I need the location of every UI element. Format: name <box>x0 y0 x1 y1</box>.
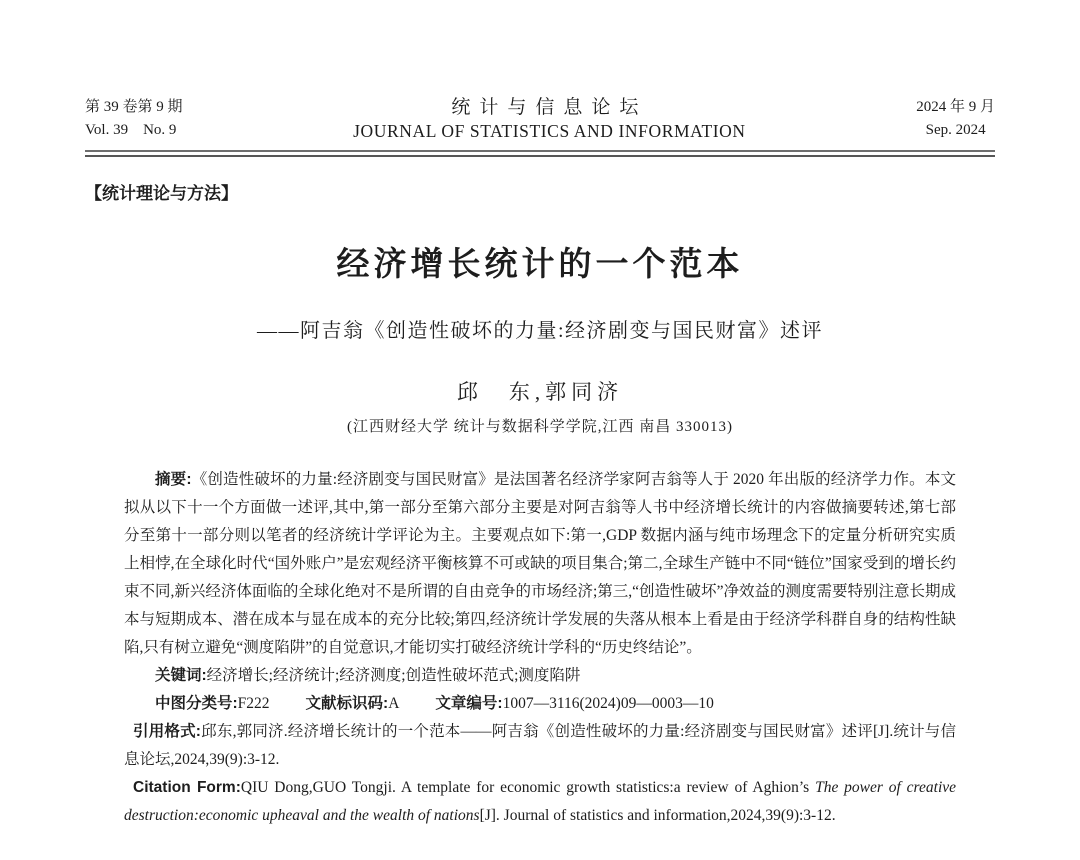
citation-en-label: Citation Form: <box>133 779 241 796</box>
citation-cn-paragraph <box>124 718 956 774</box>
citation-en-paragraph <box>124 774 956 830</box>
journal-header <box>85 96 995 143</box>
abstract-text: 《创造性破坏的力量:经济剧变与国民财富》是法国著名经济学家阿吉翁等人于 2020 年出版的经济学力作。本文拟从以下十一个方面做一述评,其中,第一部分至第六部分主要是对阿吉翁等人书中经济增长统计的内容做摘要转述,第七部分至第十一部分则以笔者的经济统计学评论为主。主要观点如下:第一,GDP 数据内涵与纯市场理念下的定量分析研究实质上相悖,在全球化时代“国外账户”是宏观经济平衡核算不可或缺的项目集合;第二,全球生产链中不同“链位”国家受到的增长约束不同,新兴经济体面临的全球化绝对不是所谓的自由竞争的市场经济;第三,“创造性破坏”净效益的测度需要特别注意长期成本与短期成本、潜在成本与显在成本的充分比较;第四,经济统计学发展的失落从根本上看是由于经济学科群自身的结构性缺陷,只有树立避免“测度陷阱”的自觉意识,才能切实打破经济统计学科的“历史终结论”。 <box>124 471 956 656</box>
article-authors: 邱 东,郭同济 <box>456 380 624 404</box>
citation-cn-text: 邱东,郭同济.经济增长统计的一个范本——阿吉翁《创造性破坏的力量:经济剧变与国民财富》述评[J].统计与信息论坛,2024,39(9):3-12. <box>124 723 956 768</box>
keywords-paragraph <box>124 662 956 690</box>
keywords-label: 关键词: <box>155 667 207 684</box>
doc-code-value: A <box>388 695 400 712</box>
header-volume-issue <box>85 96 183 142</box>
citation-cn-label: 引用格式: <box>133 723 201 740</box>
meta-paragraph <box>124 690 956 718</box>
journal-name-cn: 统计与信息论坛 <box>451 97 648 118</box>
keywords-text: 经济增长;经济统计;经济测度;创造性破坏范式;测度陷阱 <box>206 667 581 684</box>
clc-label: 中图分类号: <box>155 695 238 712</box>
article-id-label: 文章编号: <box>435 695 503 712</box>
citation-en-before: QIU Dong,GUO Tongji. A template for economic growth statistics:a review of Aghion’s <box>240 779 816 796</box>
issue-date-cn: 2024 年 9 月 <box>916 99 995 115</box>
volume-issue-en: Vol. 39 No. 9 <box>85 122 177 138</box>
header-double-rule <box>85 150 995 157</box>
article-id-value: 1007—3116(2024)09—0003—10 <box>502 695 714 712</box>
doc-code-label: 文献标识码: <box>305 695 389 712</box>
journal-name-en: JOURNAL OF STATISTICS AND INFORMATION <box>353 121 746 141</box>
issue-date-en: Sep. 2024 <box>925 122 986 138</box>
abstract-paragraph <box>124 466 956 662</box>
article-title: 经济增长统计的一个范本 <box>336 245 744 282</box>
citation-en-book-title: The power of creative destruction:economic upheaval and the wealth of nations <box>124 779 957 824</box>
article-subtitle: ——阿吉翁《创造性破坏的力量:经济剧变与国民财富》述评 <box>256 320 824 342</box>
section-tag: 【统计理论与方法】 <box>85 184 238 203</box>
abstract-label: 摘要: <box>155 471 192 488</box>
article-affiliation: (江西财经大学 统计与数据科学学院,江西 南昌 330013) <box>347 419 733 435</box>
header-issue-date <box>916 96 995 142</box>
volume-issue-cn: 第 39 卷第 9 期 <box>85 99 183 115</box>
clc-value: F222 <box>237 695 270 712</box>
citation-en-after: [J]. Journal of statistics and information,2024,39(9):3-12. <box>479 807 836 824</box>
front-matter <box>124 466 956 830</box>
header-journal-name <box>183 96 917 143</box>
